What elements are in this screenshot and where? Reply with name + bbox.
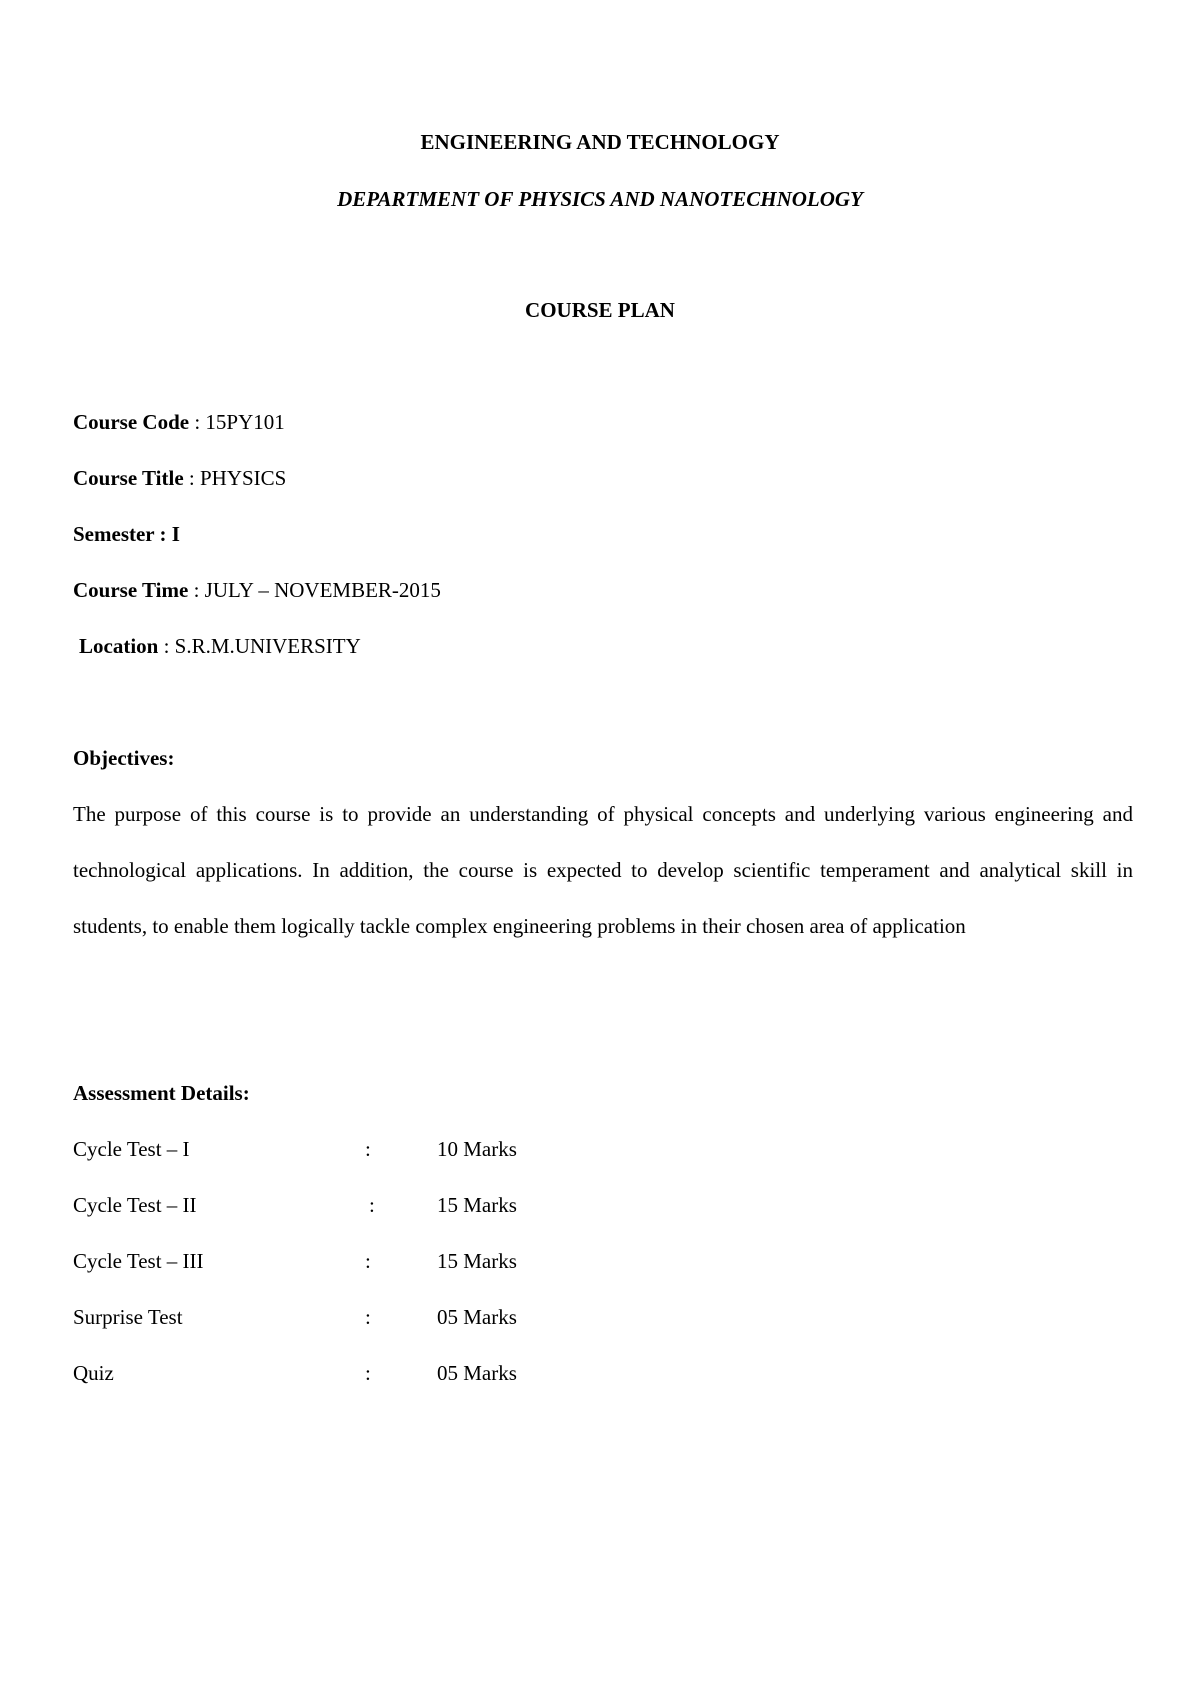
course-time-line xyxy=(73,578,441,602)
assessment-item-name: Cycle Test – III xyxy=(73,1249,204,1273)
assessment-item-marks: 15 Marks xyxy=(437,1193,517,1217)
assessment-heading: Assessment Details: xyxy=(73,1081,250,1105)
assessment-item-name: Surprise Test xyxy=(73,1305,183,1329)
department-heading: DEPARTMENT OF PHYSICS AND NANOTECHNOLOGY xyxy=(337,187,863,211)
objectives-heading: Objectives: xyxy=(73,746,175,770)
course-title-line xyxy=(73,466,286,490)
course-time-value: : JULY – NOVEMBER-2015 xyxy=(188,578,441,602)
objectives-paragraph: The purpose of this course is to provide an understanding of physical concepts and underlying various engineering and technological applications. In addition, the course is expected to develop scientific temperament and analytical skill in students, to enable them logically tackle complex engineering problems in their chosen area of application xyxy=(73,802,1133,938)
course-code-label: Course Code xyxy=(73,410,190,434)
assessment-item-name: Cycle Test – I xyxy=(73,1137,190,1161)
course-title-label: Course Title xyxy=(73,466,184,490)
course-code-value: : 15PY101 xyxy=(189,410,285,434)
location-line xyxy=(79,634,361,658)
location-label: Location xyxy=(79,634,159,658)
course-code-line xyxy=(73,410,285,434)
assessment-item-colon: : xyxy=(365,1137,371,1161)
course-title-value: : PHYSICS xyxy=(183,466,287,490)
assessment-item-marks: 05 Marks xyxy=(437,1305,517,1329)
assessment-item-name: Quiz xyxy=(73,1361,114,1385)
course-time-label: Course Time xyxy=(73,578,189,602)
assessment-item-colon: : xyxy=(365,1361,371,1385)
assessment-item-colon: : xyxy=(369,1193,375,1217)
assessment-item-colon: : xyxy=(365,1249,371,1273)
document-title: COURSE PLAN xyxy=(525,298,675,322)
semester-line: Semester : I xyxy=(73,522,180,546)
assessment-item-name: Cycle Test – II xyxy=(73,1193,197,1217)
assessment-item-marks: 10 Marks xyxy=(437,1137,517,1161)
institution-heading: ENGINEERING AND TECHNOLOGY xyxy=(420,130,780,154)
location-value: : S.R.M.UNIVERSITY xyxy=(158,634,361,658)
assessment-item-marks: 05 Marks xyxy=(437,1361,517,1385)
assessment-item-marks: 15 Marks xyxy=(437,1249,517,1273)
assessment-item-colon: : xyxy=(365,1305,371,1329)
